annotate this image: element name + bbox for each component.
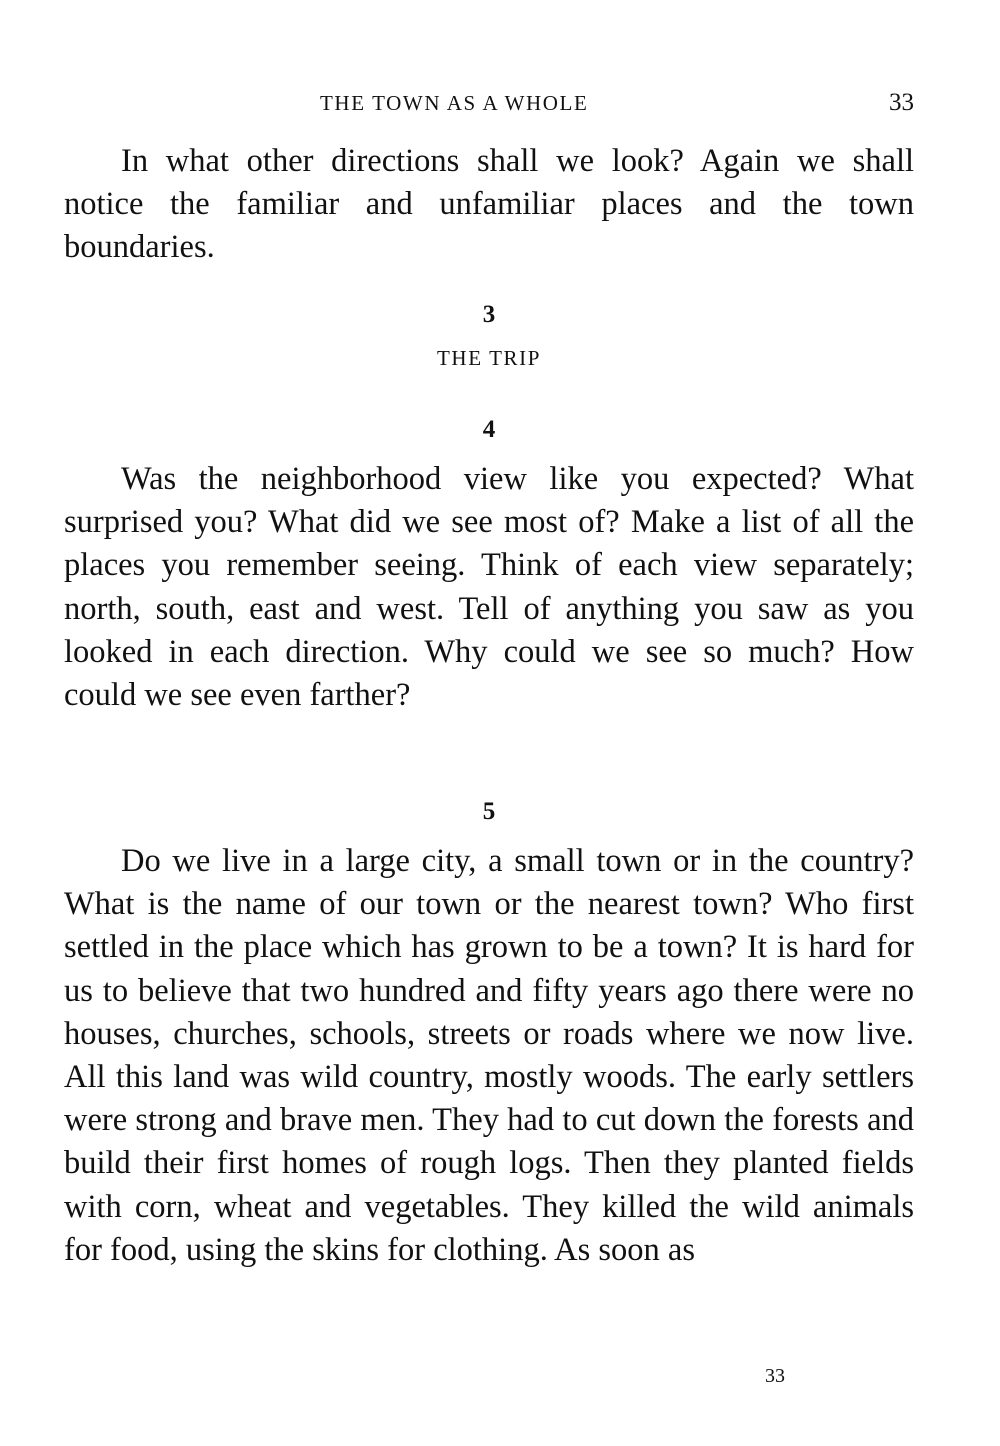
section-4-paragraph: Was the neighborhood view like you expected? What surprised you? What did we see most of? Make a list of all the places you remember seeing. Think of each view separately; north, south, east and west. Tell of anything you saw as you looked in each direction. Why could we see so much? How could we see even farther? [64,461,914,714]
section-5-paragraph: Do we live in a large city, a small town or in the country? What is the name of our town or the nearest town? Who first settled in the place which has grown to be a town? It is hard for us to believe that two hundred and fifty years ago there were no houses, churches, schools, streets or roads where we now live. All this land was wild country, mostly woods. The early settlers were strong and brave men. They had to cut down the forests and build their first homes of rough logs. Then they planted fields with corn, wheat and vegetables. They killed the wild animals for food, using the skins for clothing. As soon as [64,843,914,1268]
section-3-number: 3 [482,301,496,328]
intro-text-block [64,140,914,270]
running-title: THE TOWN AS A WHOLE [320,91,589,115]
intro-paragraph: In what other directions shall we look? Again we shall notice the familiar and unfamiliar places and the town boundaries. [64,143,914,266]
section-5-number: 5 [482,798,496,825]
section-4-number: 4 [482,416,496,443]
section-5-text-block [64,840,914,1272]
section-4-text-block [64,458,914,717]
footer-folio: 33 [765,1365,785,1387]
header-page-number: 33 [889,89,914,116]
running-header [64,88,914,118]
section-3-title: THE TRIP [437,346,541,370]
